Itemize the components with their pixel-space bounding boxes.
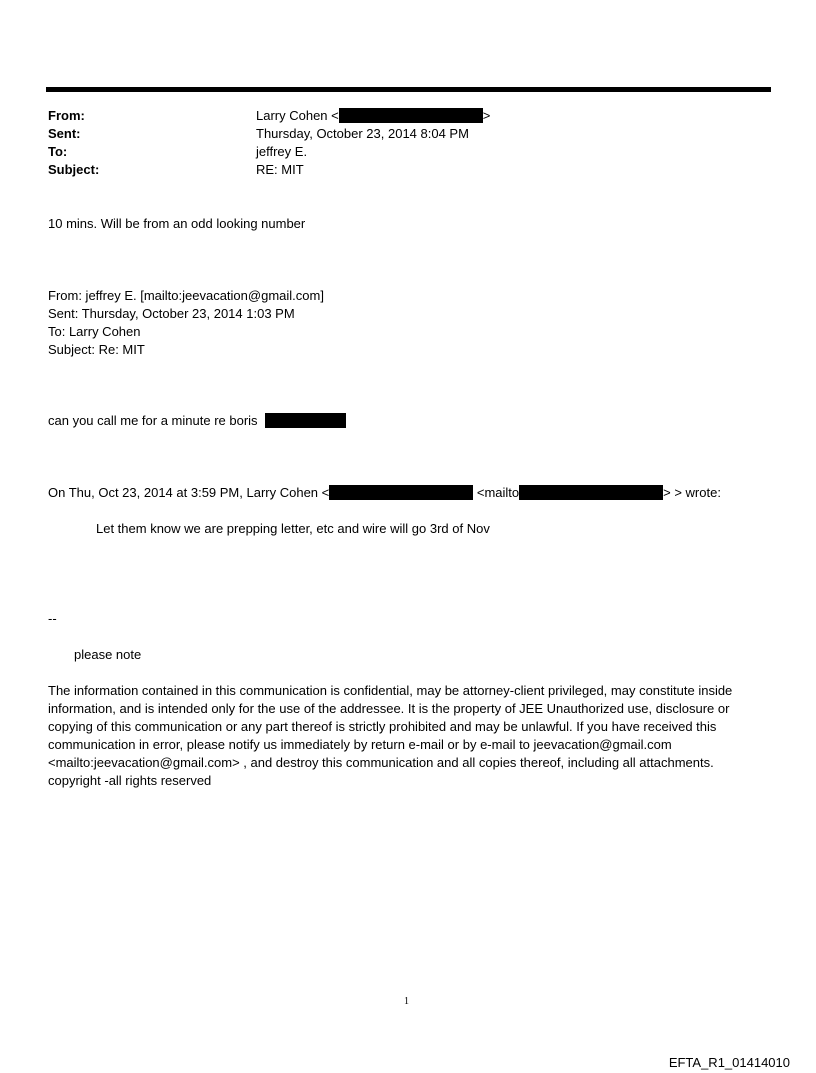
document-id: EFTA_R1_01414010 [668,1055,790,1070]
quoted-from-line: From: jeffrey E. [mailto:jeevacation@gmail.com] [48,288,324,303]
signature-note: please note [74,647,142,662]
redaction-bar [329,485,473,500]
subject-label: Subject: [48,162,100,177]
quoted-to-line: To: Larry Cohen [48,324,141,339]
sent-value: Thursday, October 23, 2014 8:04 PM [256,126,469,141]
quoted-message-text: can you call me for a minute re boris [48,413,258,428]
from-label: From: [48,108,85,123]
quoted-intro-middle: <mailto [476,485,520,500]
page-number: 1 [404,996,409,1007]
redaction-bar [519,485,663,500]
sent-label: Sent: [48,126,81,141]
reply-text: 10 mins. Will be from an odd looking number [48,216,306,231]
disclaimer-text: The information contained in this communication is confidential, may be attorney-client privileged, may constitute inside information, and is intended only for the use of the addressee. It is the property of JEE Unauthorized use, disclosure or copying of this communication or any part thereof is strictly prohibited and may be unlawful. If you have received this communication in error, please notify us immediately by return e-mail or by e-mail to jeevacation@gmail.com <mailto:jeevacation@gmail.com> , and destroy this communication and all copies thereof, including all attachments. copyright -all rights reserved [48,683,733,788]
redaction-bar [339,108,483,123]
quoted-subject-line: Subject: Re: MIT [48,342,145,357]
header-rule [46,87,771,92]
from-value-suffix: > [482,108,491,123]
from-value-prefix: Larry Cohen < [256,108,339,123]
from-value [256,108,490,123]
quoted-intro-suffix: > > wrote: [663,485,721,500]
signature-separator: -- [48,611,57,626]
quoted-intro-prefix: On Thu, Oct 23, 2014 at 3:59 PM, Larry Cohen < [48,485,330,500]
quoted-intro-line [48,485,721,500]
quoted-message [48,413,346,428]
to-value: jeffrey E. [256,144,308,159]
to-label: To: [48,144,68,159]
quoted-sent-line: Sent: Thursday, October 23, 2014 1:03 PM [48,306,295,321]
subject-value: RE: MIT [256,162,304,177]
redaction-bar [265,413,346,428]
quoted-message-2: Let them know we are prepping letter, etc and wire will go 3rd of Nov [96,521,490,536]
